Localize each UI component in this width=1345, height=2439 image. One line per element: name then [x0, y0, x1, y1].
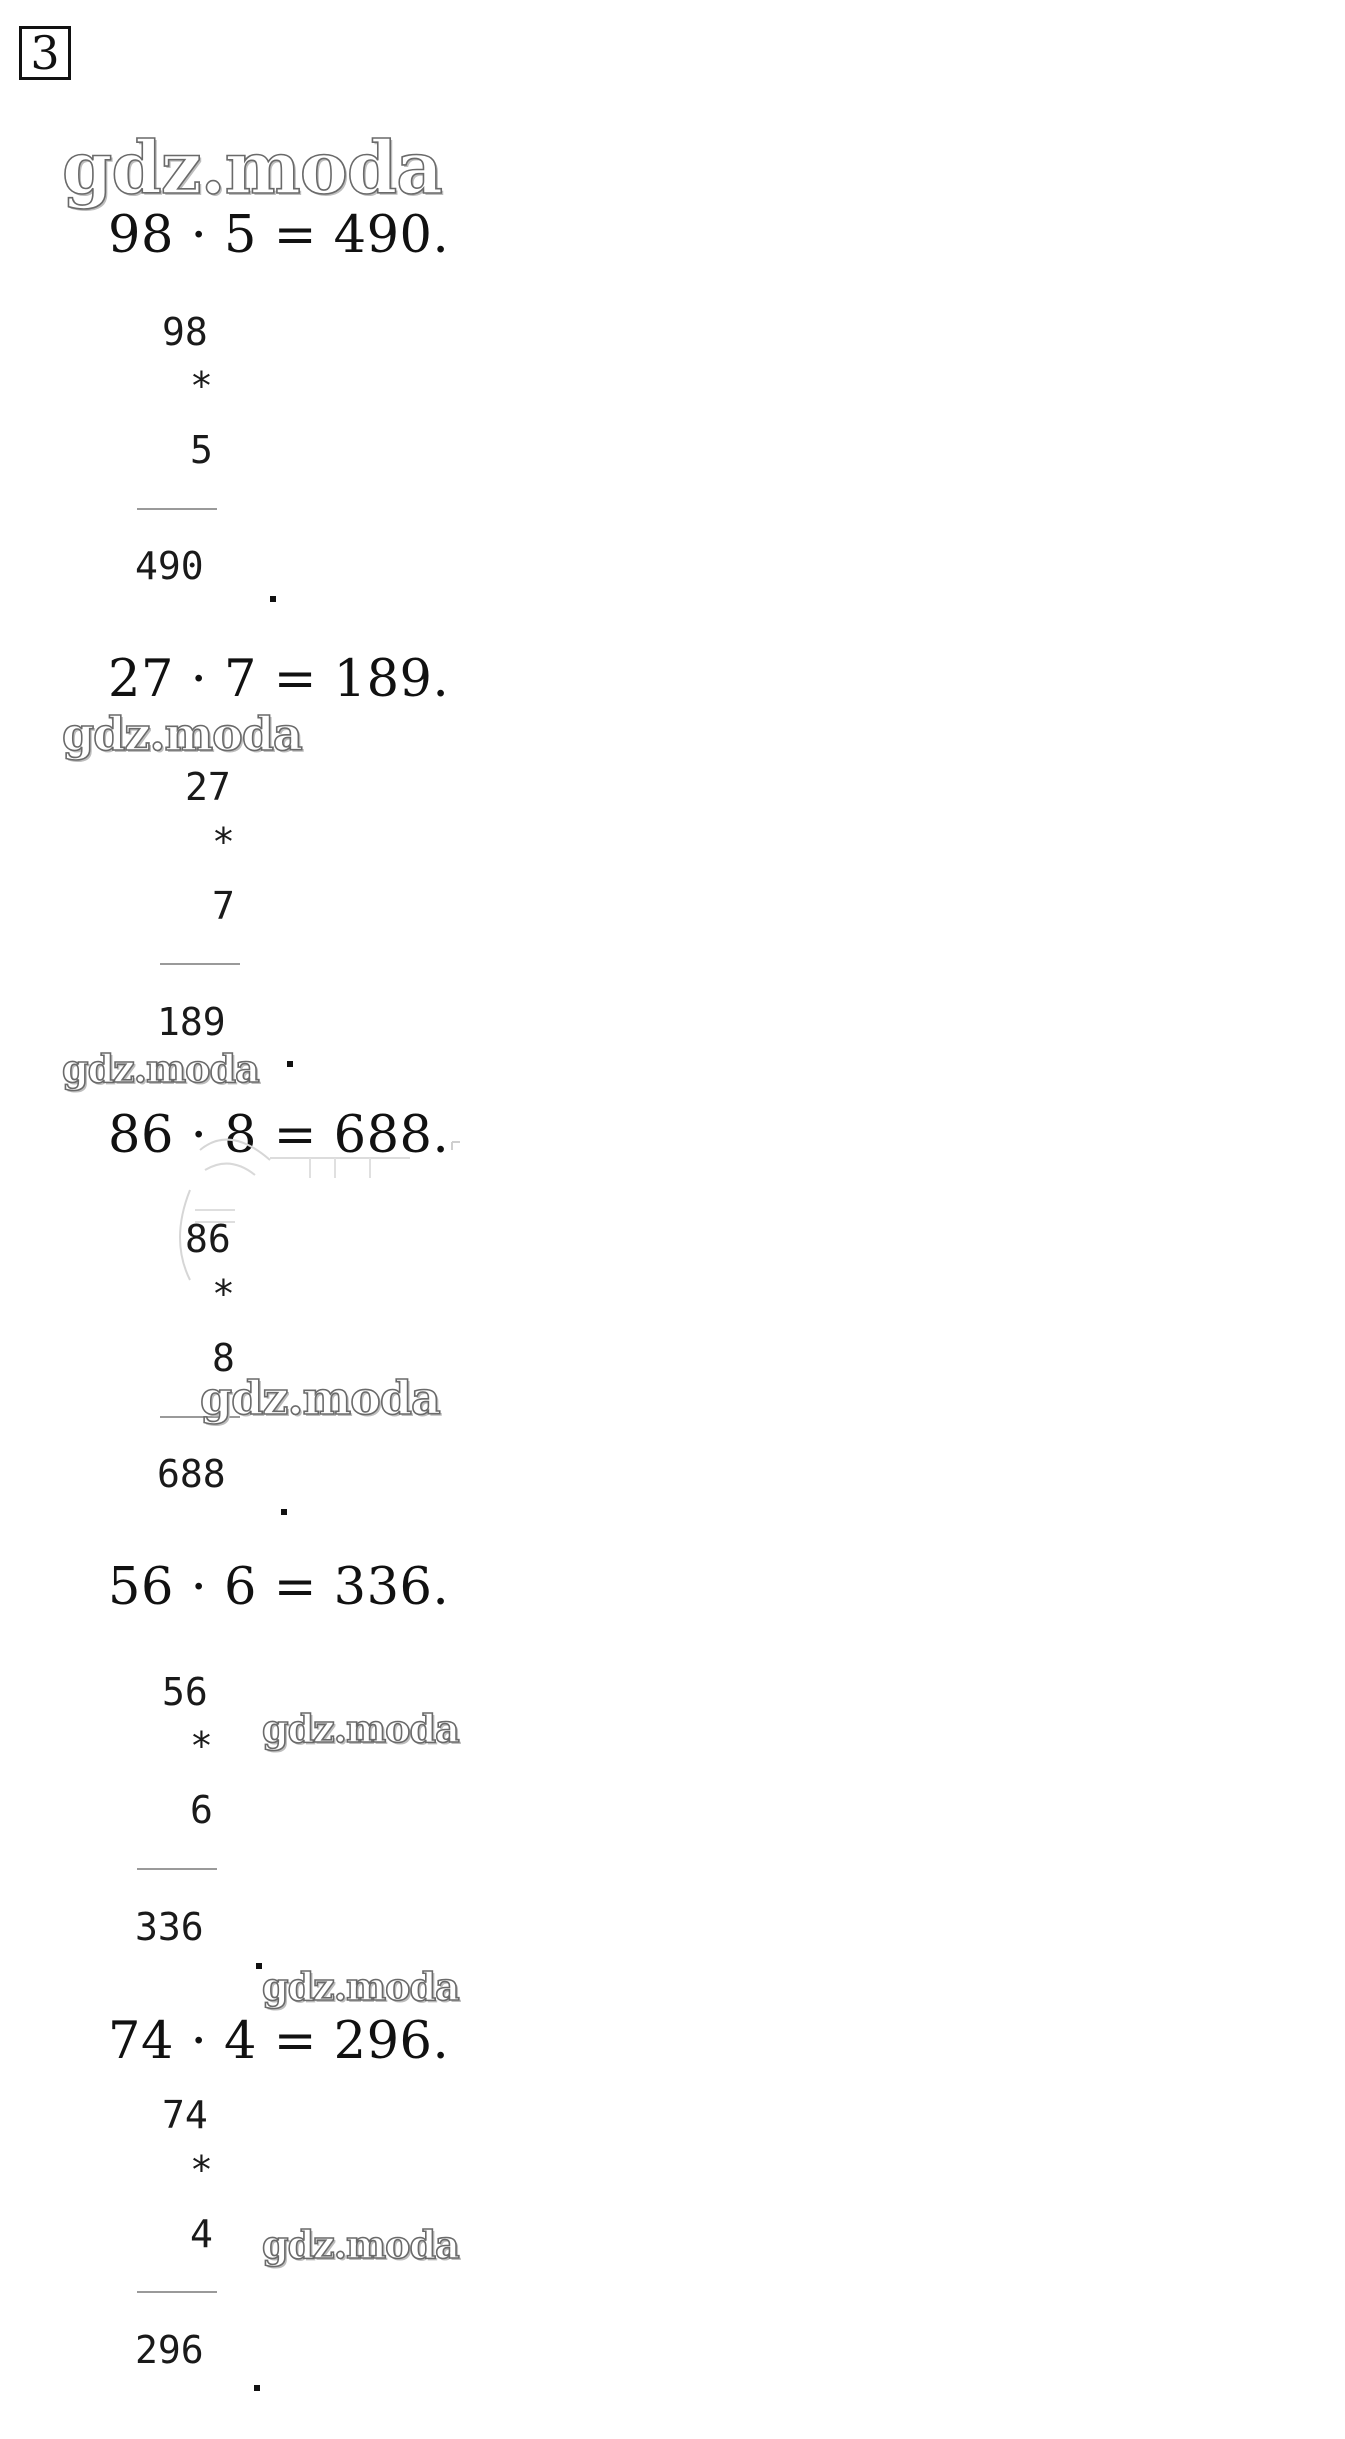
- watermark-logo: gdz.moda: [262, 2222, 459, 2267]
- column-product-3: 688: [157, 1452, 226, 1496]
- column-operator-3: *: [212, 1272, 235, 1316]
- watermark-logo: gdz.moda: [62, 125, 442, 210]
- column-rule-2: [160, 963, 240, 965]
- column-rule-4: [137, 1868, 217, 1870]
- column-operator-2: *: [212, 820, 235, 864]
- column-multiplier-4: 6: [190, 1788, 213, 1832]
- equation-5: 74 · 4 = 296.: [108, 2012, 450, 2071]
- column-multiplier-2: 7: [212, 884, 235, 928]
- equation-4: 56 · 6 = 336.: [108, 1558, 450, 1617]
- task-number-box: 3: [19, 26, 71, 80]
- period-dot-1: [270, 596, 276, 602]
- column-multiplier-3: 8: [212, 1336, 235, 1380]
- watermark-logo: gdz.moda: [62, 707, 302, 761]
- column-multiplicand-5: 74: [162, 2093, 208, 2137]
- column-rule-1: [137, 508, 217, 510]
- column-operator-5: *: [190, 2148, 213, 2192]
- column-multiplicand-3: 86: [185, 1217, 231, 1261]
- period-dot-3: [281, 1509, 287, 1515]
- column-multiplicand-1: 98: [162, 310, 208, 354]
- column-product-5: 296: [135, 2328, 204, 2372]
- column-operator-1: *: [190, 364, 213, 408]
- equation-3: 86 · 8 = 688.: [108, 1106, 450, 1165]
- column-multiplier-5: 4: [190, 2212, 213, 2256]
- column-product-4: 336: [135, 1905, 204, 1949]
- equation-2: 27 · 7 = 189.: [108, 650, 450, 709]
- column-rule-5: [137, 2291, 217, 2293]
- equation-1: 98 · 5 = 490.: [108, 206, 450, 265]
- period-dot-5: [254, 2385, 260, 2391]
- period-dot-2: [287, 1061, 293, 1067]
- watermark-logo: gdz.moda: [200, 1371, 440, 1425]
- column-product-2: 189: [157, 1000, 226, 1044]
- column-operator-4: *: [190, 1724, 213, 1768]
- column-product-1: 490: [135, 544, 204, 588]
- column-multiplicand-4: 56: [162, 1670, 208, 1714]
- watermark-logo: gdz.moda: [262, 1964, 459, 2009]
- column-multiplier-1: 5: [190, 428, 213, 472]
- watermark-logo: gdz.moda: [62, 1046, 259, 1091]
- column-multiplicand-2: 27: [185, 765, 231, 809]
- watermark-logo: gdz.moda: [262, 1706, 459, 1751]
